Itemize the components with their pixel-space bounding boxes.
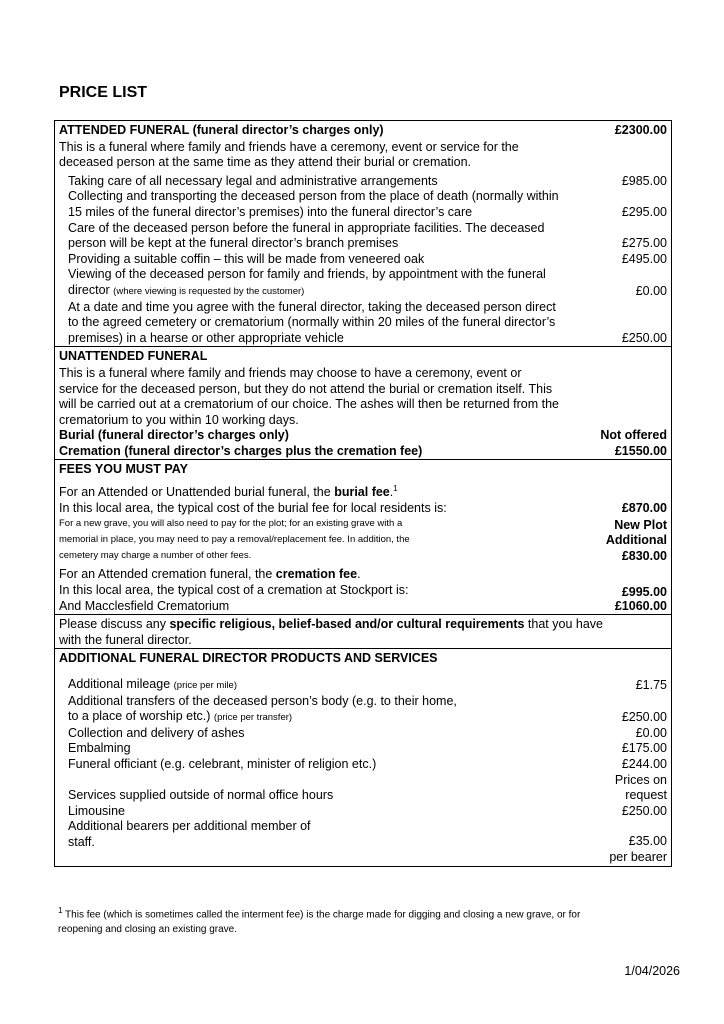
attended-item-label: Care of the deceased person before the funeral in appropriate facilities. The deceased person will be kept at the funeral director’s branch premises (55, 221, 572, 252)
additional-item-row (55, 757, 672, 773)
attended-intro-row (55, 140, 672, 171)
grave-note-row (55, 516, 672, 564)
attended-item-price: £250.00 (572, 300, 672, 347)
mileage-price: £1.75 (572, 677, 672, 694)
unattended-intro-row (55, 366, 672, 428)
cremation-fee-row (55, 564, 672, 614)
attended-heading-row (55, 121, 672, 140)
attended-item-price: £495.00 (572, 252, 672, 268)
burial-label: Burial (funeral director’s charges only) (55, 428, 572, 444)
additional-item-label: Services supplied outside of normal office hours (55, 773, 572, 804)
page-title: PRICE LIST (59, 84, 148, 101)
discuss-row (55, 615, 672, 649)
attended-item-row (55, 174, 672, 190)
cremation-fee-text: For an Attended cremation funeral, the cremation fee. In this local area, the typical cost of a cremation at Stockport is: And Macclesfield Crematorium (55, 564, 572, 614)
fees-heading-row (55, 460, 672, 479)
burial-price: Not offered (572, 428, 672, 444)
bearers-row (55, 819, 672, 866)
burial-fee-text: For an Attended or Unattended burial funeral, the burial fee.$^1$ In this local area, the typical cost of the burial fee for local residents is: (55, 479, 572, 516)
additional-item-price: Prices on request (572, 773, 672, 804)
burial-row (55, 428, 672, 444)
burial-fee-price: £870.00 (572, 479, 672, 516)
plot-price: New Plot Additional £830.00 (572, 516, 672, 564)
additional-item-label: Funeral officiant (e.g. celebrant, minister of religion etc.) (55, 757, 572, 773)
price-list-table (54, 120, 672, 867)
viewing-note: (where viewing is requested by the customer) (113, 285, 305, 297)
attended-total: £2300.00 (572, 121, 672, 140)
additional-item-row (55, 741, 672, 757)
mileage-label: Additional mileage (price per mile) (55, 677, 572, 694)
additional-item-row (55, 726, 672, 742)
additional-heading-row (55, 649, 672, 668)
attended-item-row (55, 267, 672, 299)
bearers-price: £35.00 per bearer (572, 819, 672, 866)
attended-intro: This is a funeral where family and friends have a ceremony, event or service for the deceased person at the same time as they attend their burial or cremation. (55, 140, 572, 171)
additional-item-row (55, 773, 672, 804)
footnote: $^1$ This fee (which is sometimes called the interment fee) is the charge made for digging and closing a new grave, or for reopening and closing an existing grave. (58, 906, 581, 936)
cremation-price: £1550.00 (572, 444, 672, 460)
additional-item-label: Limousine (55, 804, 572, 820)
transfers-price: £250.00 (572, 694, 672, 726)
cremation-row (55, 444, 672, 460)
additional-item-price: £250.00 (572, 804, 672, 820)
transfers-label: Additional transfers of the deceased person’s body (e.g. to their home, to a place of worship etc.) (price per transfer) (55, 694, 572, 726)
fees-heading: FEES YOU MUST PAY (55, 460, 572, 479)
attended-item-row (55, 189, 672, 220)
attended-item-label: At a date and time you agree with the funeral director, taking the deceased person direct to the agreed cemetery or crematorium (normally within 20 miles of the funeral director’s premises) in a hearse or other appropriate vehicle (55, 300, 572, 347)
document-date: 1/04/2026 (624, 964, 680, 978)
unattended-intro: This is a funeral where family and friends may choose to have a ceremony, event or service for the deceased person, but they do not attend the burial or cremation itself. This will be carried out at a crematorium of our choice. The ashes will then be returned from the crematorium to you within 10 working days. (55, 366, 672, 428)
attended-item-label: Taking care of all necessary legal and administrative arrangements (55, 174, 572, 190)
grave-note: For a new grave, you will also need to pay for the plot; for an existing grave with a memorial in place, you may need to pay a removal/replacement fee. In addition, the cemetery may charge a number of other fees. (55, 516, 572, 564)
bearers-label: Additional bearers per additional member of staff. (55, 819, 572, 866)
attended-item-row (55, 252, 672, 268)
cremation-fee-price: £995.00 £1060.00 (572, 564, 672, 614)
attended-heading: ATTENDED FUNERAL (funeral director’s charges only) (55, 121, 572, 140)
unattended-heading: UNATTENDED FUNERAL (55, 347, 572, 366)
unattended-heading-row (55, 347, 672, 366)
additional-item-price: £244.00 (572, 757, 672, 773)
attended-item-price: £295.00 (572, 189, 672, 220)
attended-item-price: £0.00 (572, 267, 672, 299)
mileage-row (55, 677, 672, 694)
footnote-mark: 1 (58, 906, 63, 915)
attended-item-price: £985.00 (572, 174, 672, 190)
burial-fee-row (55, 479, 672, 516)
transfers-row (55, 694, 672, 726)
additional-item-label: Collection and delivery of ashes (55, 726, 572, 742)
additional-item-price: £0.00 (572, 726, 672, 742)
additional-heading: ADDITIONAL FUNERAL DIRECTOR PRODUCTS AND SERVICES (55, 649, 572, 668)
attended-item-label: Viewing of the deceased person for family and friends, by appointment with the funeral director (where viewing is requested by the customer) (55, 267, 572, 299)
attended-item-price: £275.00 (572, 221, 672, 252)
attended-item-label: Collecting and transporting the deceased person from the place of death (normally within 15 miles of the funeral director’s premises) into the funeral director’s care (55, 189, 572, 220)
attended-item-label: Providing a suitable coffin – this will be made from veneered oak (55, 252, 572, 268)
cremation-label: Cremation (funeral director’s charges plus the cremation fee) (55, 444, 572, 460)
attended-item-row (55, 300, 672, 347)
footnote-ref: 1 (393, 484, 398, 494)
additional-item-price: £175.00 (572, 741, 672, 757)
discuss-text: Please discuss any specific religious, belief-based and/or cultural requirements that you have with the funeral director. (55, 615, 672, 649)
attended-item-row (55, 221, 672, 252)
additional-item-row (55, 804, 672, 820)
additional-item-label: Embalming (55, 741, 572, 757)
